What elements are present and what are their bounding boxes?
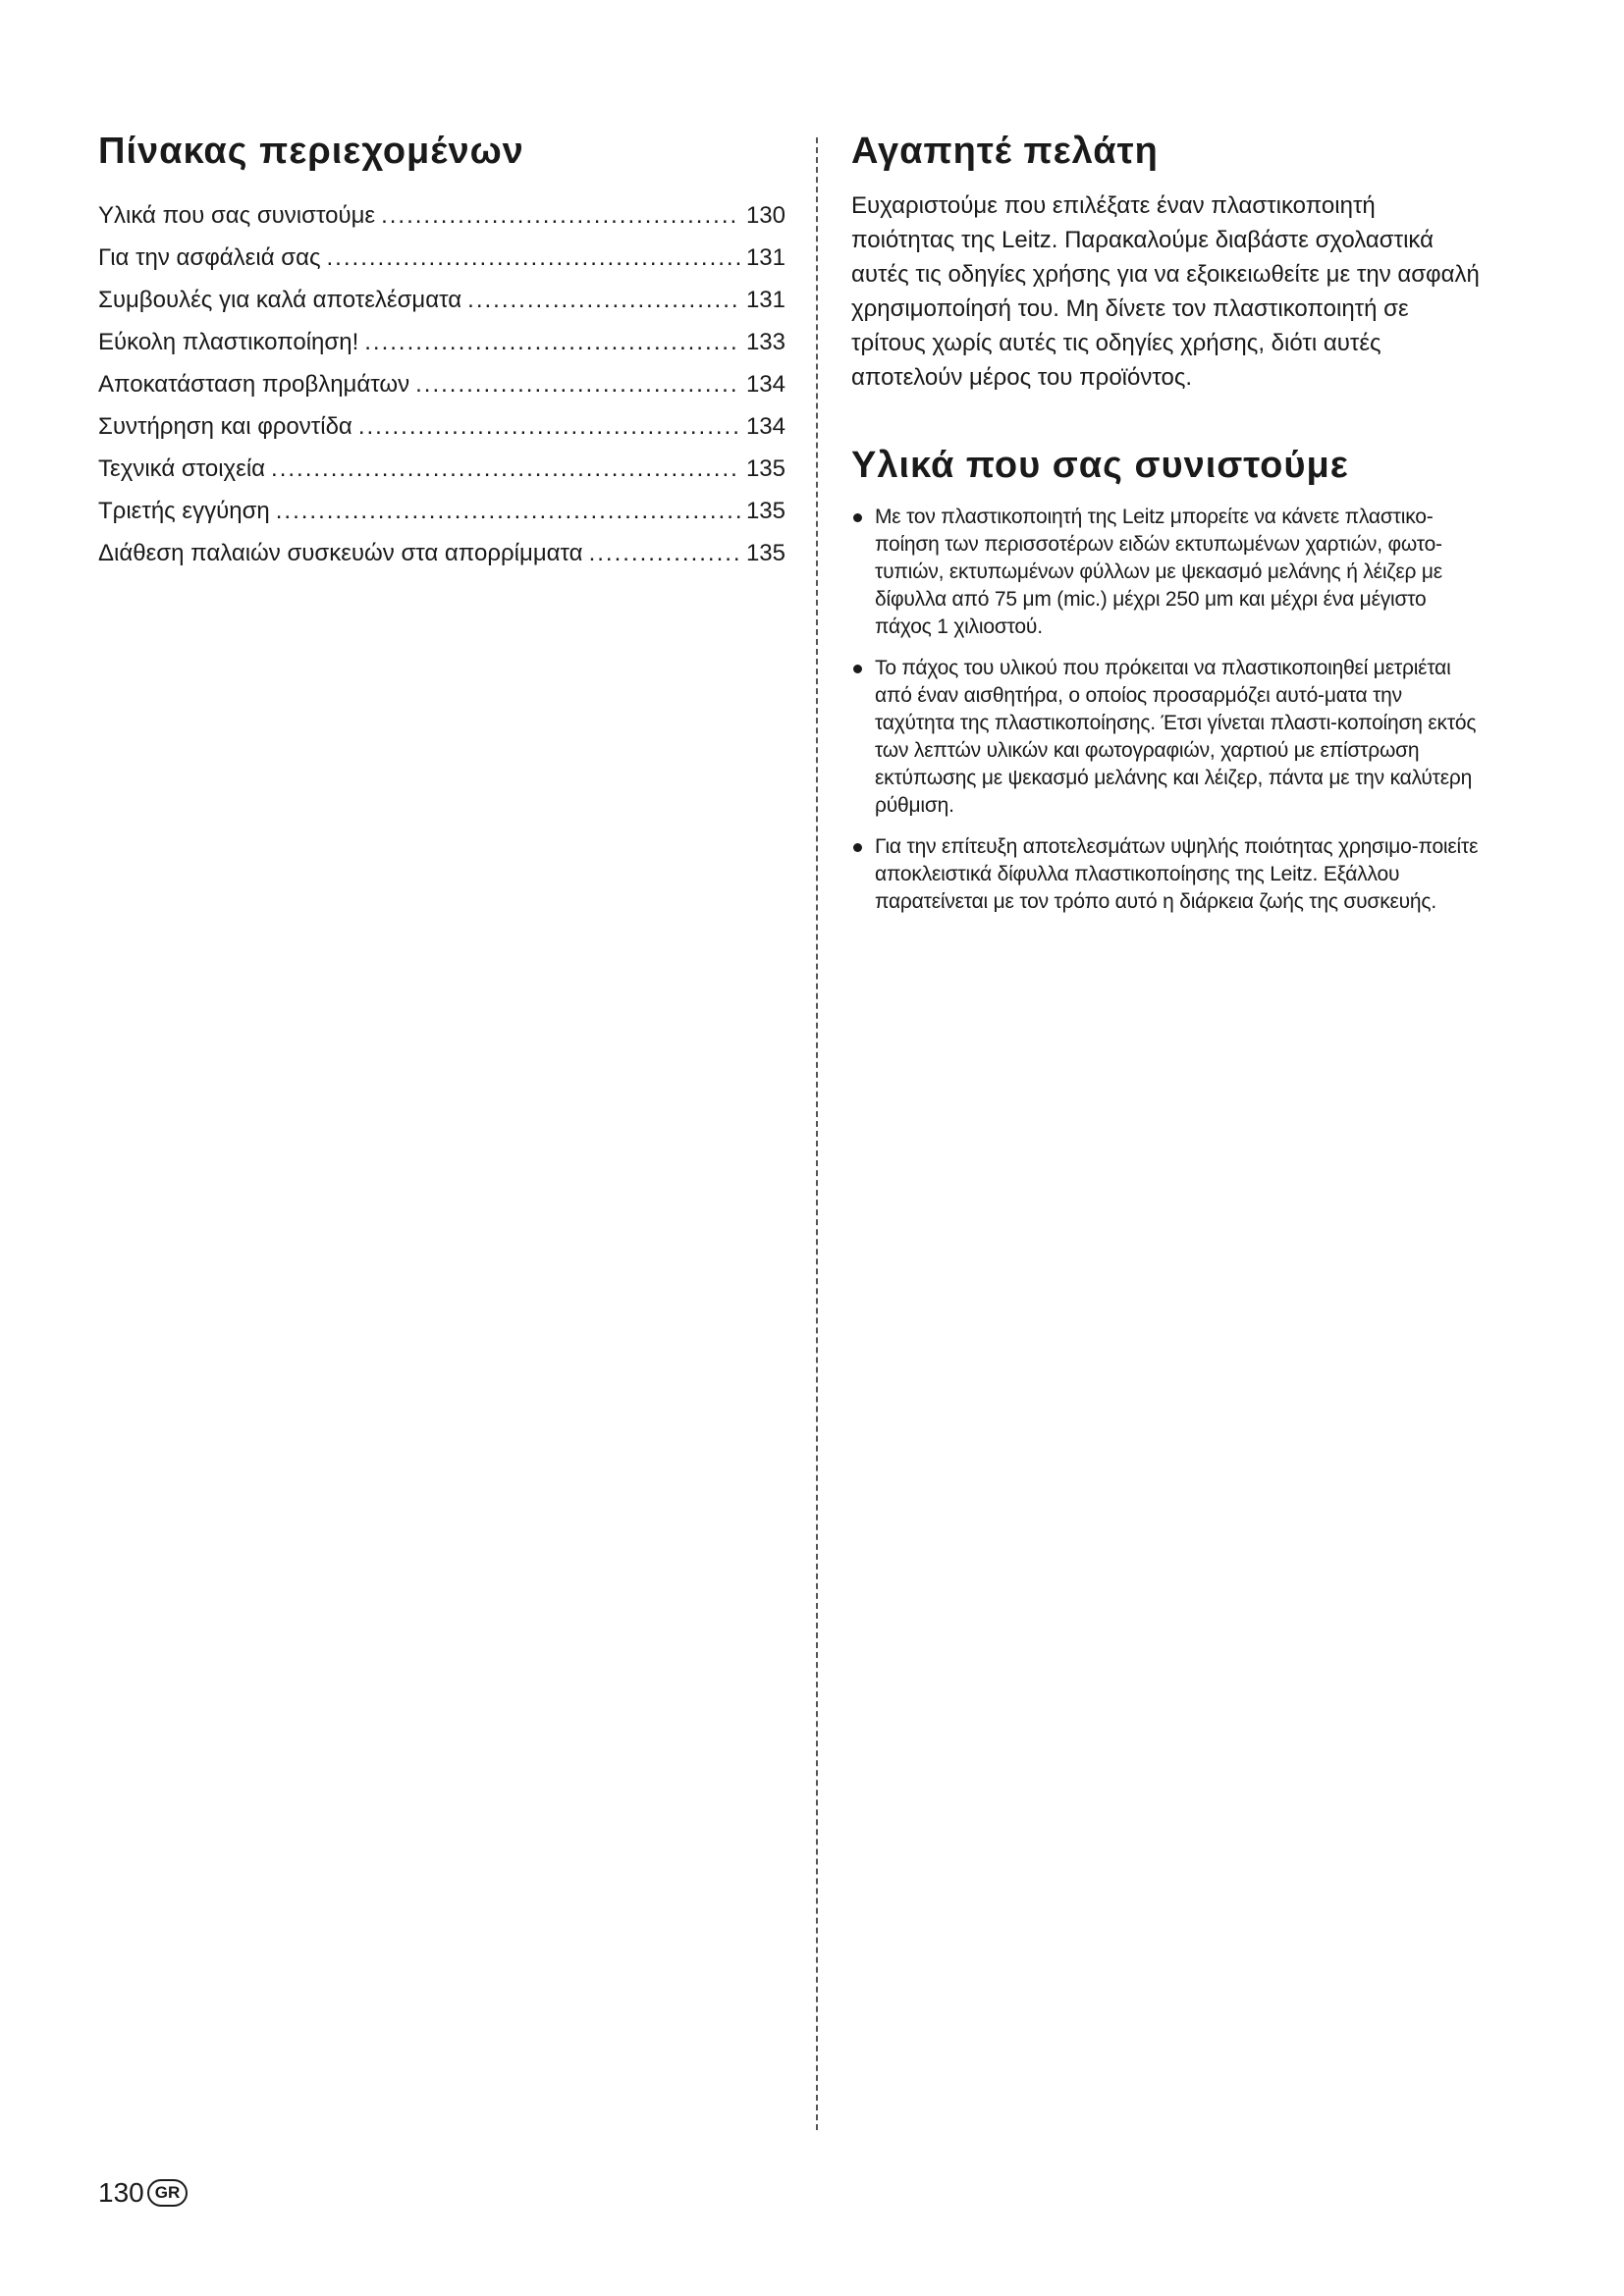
toc-leader-dots [589,532,740,574]
toc-entry-page: 135 [745,497,785,524]
bullet-icon [853,665,862,673]
page-number: 130 [98,2177,144,2208]
toc-entry-page: 131 [745,286,785,313]
bullet-item [851,504,1480,641]
toc-entry-label: Για την ασφάλειά σας [98,243,321,271]
toc-leader-dots [415,363,740,405]
bullet-item [851,655,1480,820]
toc-entry-page: 134 [745,412,785,440]
toc-entry-page: 135 [745,539,785,566]
toc-entry-label: Τεχνικά στοιχεία [98,454,266,482]
customer-section-title: Αγαπητέ πελάτη [851,131,1159,172]
toc-entry-page: 133 [745,328,785,355]
toc-entry [98,405,785,448]
toc-entry [98,363,785,405]
toc-entry [98,321,785,363]
toc-entry [98,532,785,574]
materials-bullet-list [851,504,1480,916]
toc-leader-dots [364,321,740,363]
toc-entry [98,490,785,532]
toc-list [98,194,785,574]
customer-intro-text: Ευχαριστούμε που επιλέξατε έναν πλαστικοποιητή ποιότητας της Leitz. Παρακαλούμε διαβάστε σχολαστικά αυτές τις οδηγίες χρήσης για να εξοικειωθείτε με την ασφαλή χρησιμοποίησή του. Μη δίνετε τον πλαστικοποιητή σε τρίτους χωρίς αυτές τις οδηγίες χρήσης, διότι αυτές αποτελούν μέρος του προϊόντος. [851,191,1480,391]
toc-entry-page: 131 [745,243,785,271]
column-divider [816,137,818,2130]
toc-leader-dots [467,279,740,321]
toc-entry [98,448,785,490]
toc-leader-dots [276,490,740,532]
content-column [851,130,1480,930]
table-of-contents [98,130,785,574]
toc-entry-label: Εύκολη πλαστικοποίηση! [98,328,359,355]
toc-entry-label: Συντήρηση και φροντίδα [98,412,352,440]
toc-entry-label: Υλικά που σας συνιστούμε [98,201,376,229]
toc-entry [98,194,785,237]
toc-entry-label: Αποκατάσταση προβλημάτων [98,370,410,398]
toc-entry [98,279,785,321]
bullet-text: Για την επίτευξη αποτελεσμάτων υψηλής ποιότητας χρησιμο-ποιείτε αποκλειστικά δίφυλλα πλαστικοποίησης της Leitz. Εξάλλου παρατείνεται με τον τρόπο αυτό η διάρκεια ζωής της συσκευής. [875,835,1479,914]
bullet-icon [853,513,862,522]
toc-entry-label: Διάθεση παλαιών συσκευών στα απορρίμματα [98,539,583,566]
materials-section-title: Υλικά που σας συνιστούμε [851,444,1349,486]
toc-leader-dots [358,405,740,448]
toc-entry-page: 130 [745,201,785,229]
language-badge: GR [147,2179,189,2207]
bullet-text: Με τον πλαστικοποιητή της Leitz μπορείτε να κάνετε πλαστικο-ποίηση των περισσοτέρων ειδών εκτυπωμένων χαρτιών, φωτο-τυπιών, εκτυπωμένων φύλλων με ψεκασμό μελάνης ή λέιζερ με δίφυλλα από 75 μm (mic.) μέχρι 250 μm και μέχρι ένα μέγιστο πάχος 1 χιλιοστού. [875,506,1442,639]
toc-leader-dots [271,448,740,490]
toc-leader-dots [381,194,740,237]
toc-leader-dots [327,237,740,279]
toc-entry-page: 134 [745,370,785,398]
toc-entry-label: Τριετής εγγύηση [98,497,270,524]
toc-entry-label: Συμβουλές για καλά αποτελέσματα [98,286,462,313]
toc-entry-page: 135 [745,454,785,482]
bullet-icon [853,843,862,852]
bullet-text: Το πάχος του υλικού που πρόκειται να πλαστικοποιηθεί μετριέται από έναν αισθητήρα, ο οποίος προσαρμόζει αυτό-ματα την ταχύτητα της πλαστικοποίησης. Έτσι γίνεται πλαστι-κοποίηση εκτός των λεπτών υλικών και φωτογραφιών, χαρτιού με επίστρωση εκτύπωσης με ψεκασμό μελάνης και λέιζερ, πάντα με την καλύτερη ρύθμιση. [875,657,1477,818]
page-footer [98,2177,188,2209]
toc-title: Πίνακας περιεχομένων [98,131,524,172]
bullet-item [851,833,1480,916]
toc-entry [98,237,785,279]
